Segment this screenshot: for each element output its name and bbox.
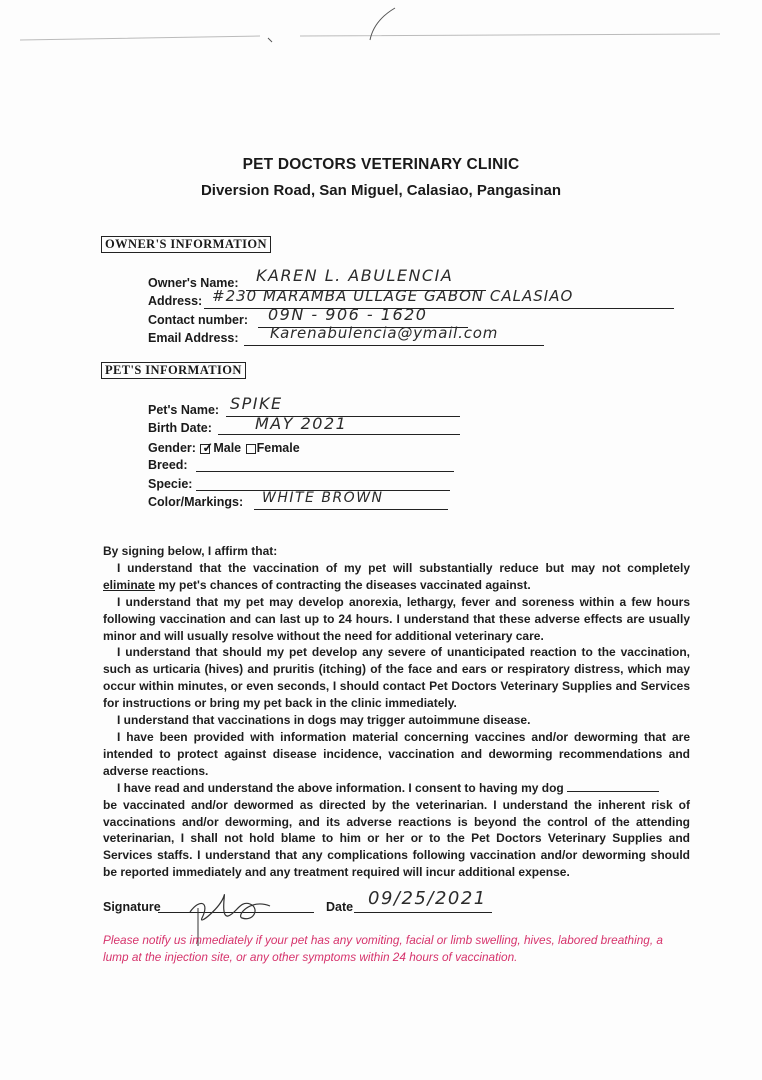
consent-paragraph-1: I understand that the vaccination of my pet will substantially reduce but may not completely eliminate my pet's chances of contracting the diseases vaccinated against.: [103, 560, 690, 592]
gender-label: Gender:: [148, 441, 196, 455]
consent-paragraph-3: I understand that should my pet develop any severe of unanticipated reaction to the vaccination, such as urticaria (hives) and pruritis (itching) of the face and ears or respiratory distress, which may occur within minutes, or even seconds, I should contact Pet Doctors Veterinary Supplies and Services for instructions or bring my pet back in the clinic immediately.: [103, 645, 690, 711]
male-checkmark-icon: ✓: [202, 440, 214, 455]
gender-female-label: Female: [256, 441, 300, 455]
consent-paragraph-2: I understand that my pet may develop anorexia, lethargy, fever and soreness within a few hours following vaccination and can last up to 24 hours. I understand that these adverse effects are usually minor and will usually resolve without the need for additional veterinary care.: [103, 594, 690, 643]
gender-male-label: Male: [213, 441, 242, 455]
address-label: Address:: [148, 294, 203, 308]
owner-section-heading: OWNER'S INFORMATION: [101, 236, 271, 253]
color-markings-label: Color/Markings:: [148, 495, 244, 509]
owner-name-value: KAREN L. ABULENCIA: [256, 266, 454, 285]
color-markings-value: WHITE BROWN: [262, 490, 384, 506]
birth-date-value: MAY 2021: [255, 414, 348, 433]
pet-name-label: Pet's Name:: [148, 403, 220, 417]
signature-label: Signature: [103, 900, 161, 914]
specie-label: Specie:: [148, 477, 193, 491]
pet-name-value: SPIKE: [230, 394, 283, 413]
consent-paragraph-5: I have been provided with information material concerning vaccines and/or deworming that are intended to protect against disease incidence, vaccination and deworming recommendations and adverse reactions.: [103, 729, 690, 778]
breed-label: Breed:: [148, 458, 188, 472]
gender-row: [148, 440, 300, 456]
birth-date-line: [218, 434, 460, 435]
female-checkbox[interactable]: [246, 444, 256, 454]
date-line[interactable]: [354, 912, 492, 913]
consent-paragraph-4: I understand that vaccinations in dogs may trigger autoimmune disease.: [117, 713, 531, 728]
date-value: 09/25/2021: [368, 888, 487, 909]
consent-paragraph-6: I have read and understand the above information. I consent to having my dog be vaccinated and/or dewormed as directed by the veterinarian. I understand the inherent risk of vaccinations and/or deworming, and its adverse reactions is beyond the control of the attending veterinarian, I shall not hold blame to him or her or to the Pet Doctors Veterinary Supplies and Services staffs. I understand that any complications following vaccination and/or deworming should be reported immediately and any treatment required will incur additional expense.: [103, 780, 690, 880]
email-label: Email Address:: [148, 331, 239, 345]
contact-value: 09N - 906 - 1620: [268, 305, 428, 324]
pet-section-heading: PET'S INFORMATION: [101, 362, 246, 379]
clinic-address: Diversion Road, San Miguel, Calasiao, Pangasinan: [200, 182, 562, 199]
birth-date-label: Birth Date:: [148, 421, 212, 435]
color-markings-line: [254, 509, 448, 510]
consent-text: [103, 543, 690, 881]
contact-label: Contact number:: [148, 313, 248, 327]
breed-line: [196, 471, 454, 472]
clinic-name: PET DOCTORS VETERINARY CLINIC: [242, 156, 520, 173]
post-vaccination-notice: Please notify us immediately if your pet has any vomiting, facial or limb swelling, hives, labored breathing, a lump at the injection site, or any other symptoms within 24 hours of vaccination.: [103, 933, 663, 964]
address-value: #230 MARAMBA ULLAGE GABON CALASIAO: [212, 287, 574, 305]
scan-artifact: [0, 0, 762, 60]
email-line: [244, 345, 544, 346]
date-label: Date: [326, 900, 354, 914]
email-value: Karenabulencia@ymail.com: [270, 324, 499, 342]
consent-intro: By signing below, I affirm that:: [103, 544, 278, 558]
owner-name-label: Owner's Name:: [148, 276, 239, 290]
